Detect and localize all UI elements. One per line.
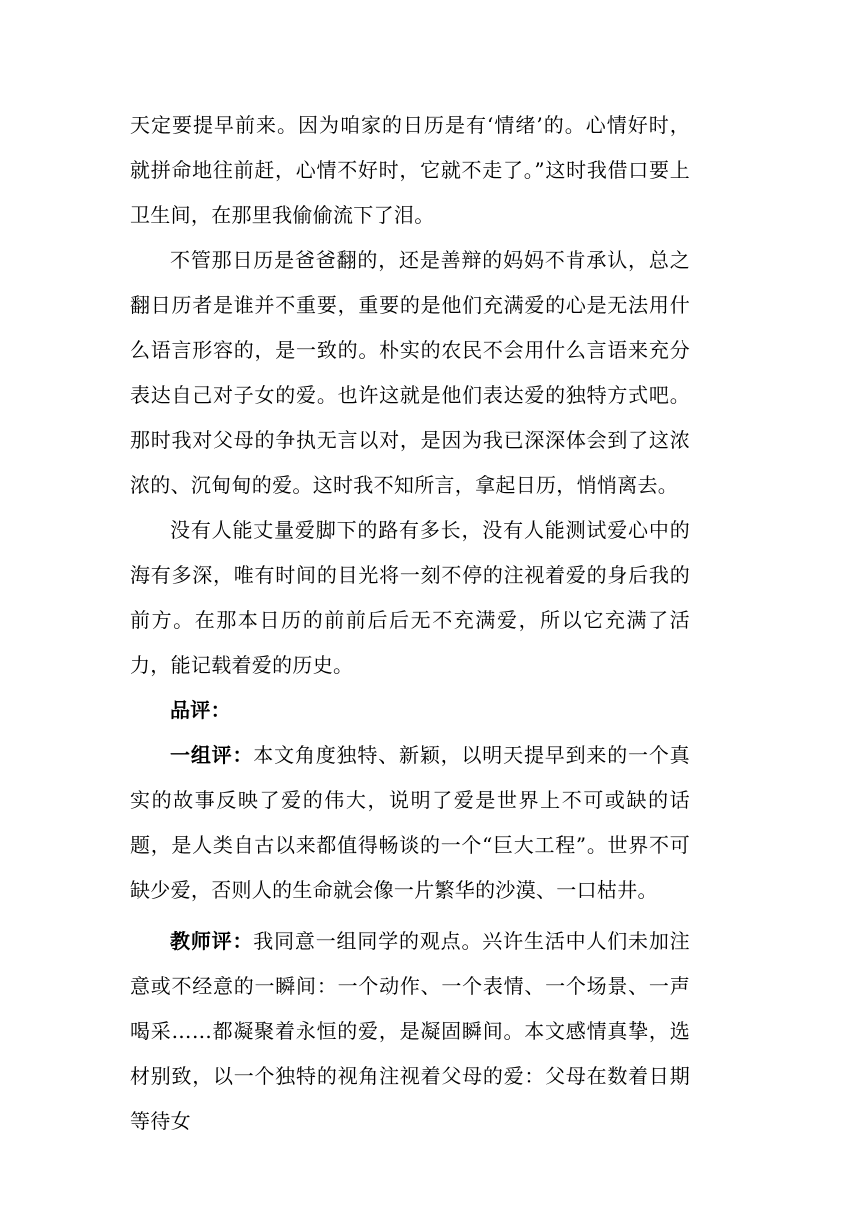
teacher-review-label: 教师评： (170, 929, 254, 953)
review-heading: 品评： (170, 698, 231, 722)
document-page (130, 103, 690, 1144)
paragraph-1: 天定要提早前来。因为咱家的日历是有‘情绪’的。心情好时，就拼命地往前赶，心情不好时，它就不走了。”这时我借口要上卫生间，在那里我偷偷流下了泪。 (130, 113, 690, 227)
group-review-text: 本文角度独特、新颖，以明天提早到来的一个真实的故事反映了爱的伟大，说明了爱是世界上不可或缺的话题，是人类自古以来都值得畅谈的一个“巨大工程”。世界不可缺少爱，否则人的生命就会像一片繁华的沙漠、一口枯井。 (130, 743, 690, 902)
paragraph-3: 没有人能丈量爱脚下的路有多长，没有人能测试爱心中的海有多深，唯有时间的目光将一刻不停的注视着爱的身后我的前方。在那本日历的前前后后无不充满爱，所以它充满了活力，能记载着爱的历史。 (130, 518, 690, 677)
group-review-label: 一组评： (170, 743, 254, 767)
group-review (130, 733, 690, 913)
teacher-review-text: 我同意一组同学的观点。兴许生活中人们未加注意或不经意的一瞬间：一个动作、一个表情、一个场景、一声喝采……都凝聚着永恒的爱，是凝固瞬间。本文感情真挚，选材别致，以一个独特的视角注视着父母的爱：父母在数着日期等待女 (130, 929, 690, 1133)
teacher-review (130, 919, 690, 1144)
paragraph-2: 不管那日历是爸爸翻的，还是善辩的妈妈不肯承认，总之翻日历者是谁并不重要，重要的是他们充满爱的心是无法用什么语言形容的，是一致的。朴实的农民不会用什么言语来充分表达自己对子女的爱。也许这就是他们表达爱的独特方式吧。那时我对父母的争执无言以对，是因为我已深深体会到了这浓浓的、沉甸甸的爱。这时我不知所言，拿起日历，悄悄离去。 (130, 248, 690, 497)
